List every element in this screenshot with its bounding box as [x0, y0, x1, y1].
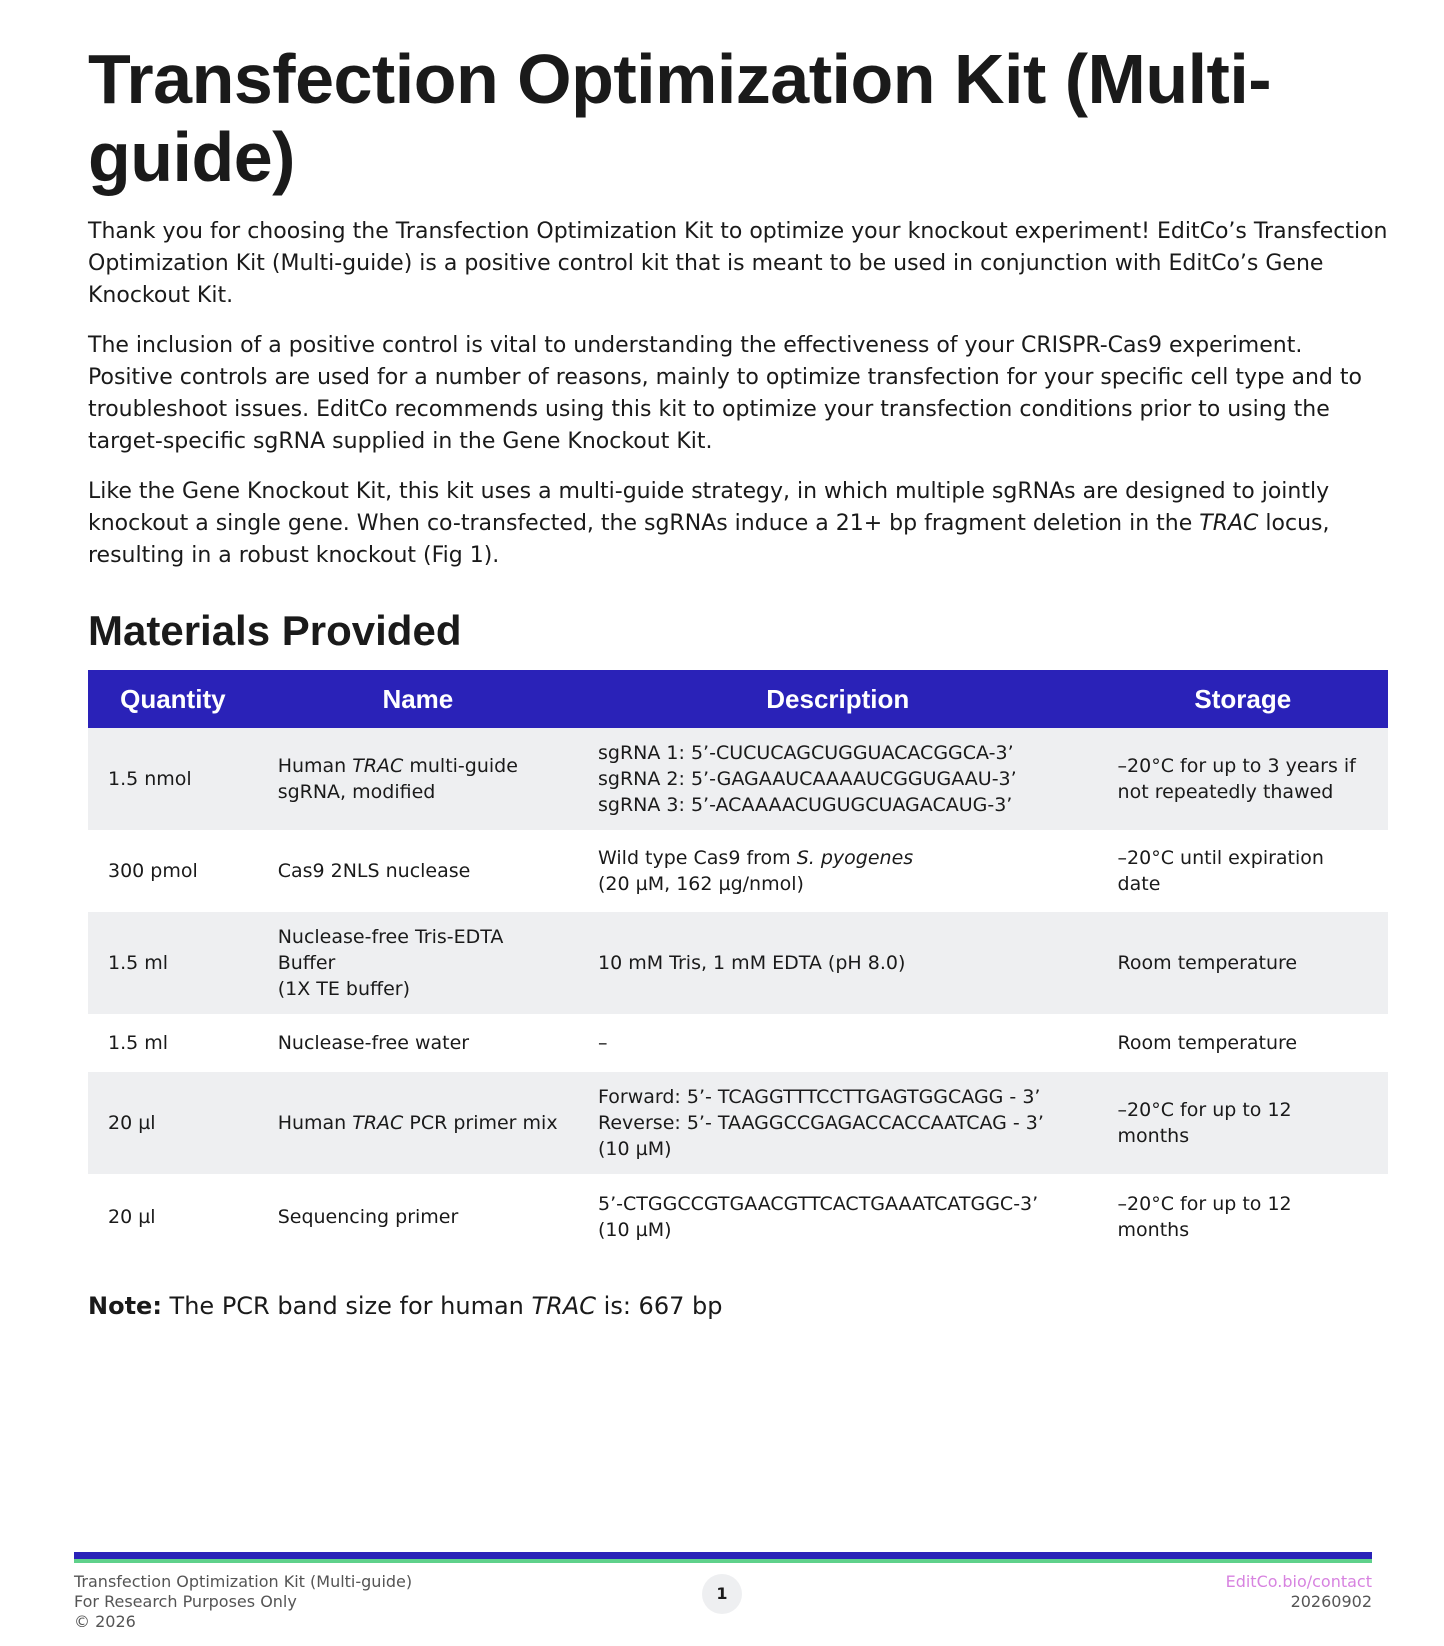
- note-text-after: is: 667 bp: [596, 1292, 723, 1320]
- intro-paragraph-1: Thank you for choosing the Transfection Optimization Kit to optimize your knockout experiment! EditCo’s Transfection Optimization Kit (Multi-guide) is a positive control kit that is meant to be used in conjunction with EditCo’s Gene Knockout Kit.: [88, 219, 1388, 308]
- cell-storage: –20°C for up to 12 months: [1098, 1174, 1388, 1260]
- cell-name: [258, 1072, 578, 1174]
- note-gene-italic: TRAC: [531, 1292, 597, 1320]
- desc-line: (20 µM, 162 µg/nmol): [598, 873, 804, 895]
- table-row: [88, 912, 1388, 1014]
- name-gene-italic: TRAC: [352, 755, 404, 777]
- pcr-note: [88, 1290, 1388, 1322]
- materials-table: [88, 670, 1388, 1260]
- cell-quantity: 1.5 ml: [88, 1014, 258, 1072]
- table-row: [88, 830, 1388, 912]
- materials-table-header: [88, 670, 1388, 728]
- header-name: Name: [258, 670, 578, 728]
- footer-product-name: Transfection Optimization Kit (Multi-guide): [74, 1572, 413, 1591]
- desc-line: [598, 845, 1078, 871]
- page-title: Transfection Optimization Kit (Multi-guide): [88, 40, 1272, 196]
- cell-storage: Room temperature: [1098, 1014, 1388, 1072]
- header-storage: Storage: [1098, 670, 1388, 728]
- contact-link[interactable]: EditCo.bio/contact: [1225, 1572, 1372, 1591]
- cell-description: 10 mM Tris, 1 mM EDTA (pH 8.0): [578, 912, 1098, 1014]
- document-page: [88, 40, 1388, 1322]
- cell-storage: Room temperature: [1098, 912, 1388, 1014]
- cell-name: Nuclease-free water: [258, 1014, 578, 1072]
- footer-copyright: © 2026: [74, 1612, 136, 1631]
- note-label: Note:: [88, 1292, 162, 1320]
- desc-line: sgRNA 2: 5’-GAGAAUCAAAAUCGGUGAAU-3’: [598, 768, 1017, 790]
- cell-storage: –20°C for up to 3 years if not repeatedly thawed: [1098, 728, 1388, 830]
- table-row: [88, 1072, 1388, 1174]
- name-line: (1X TE buffer): [277, 978, 411, 1000]
- name-line: Nuclease-free Tris-EDTA Buffer: [277, 926, 504, 974]
- header-row: [88, 670, 1388, 728]
- cell-name: Cas9 2NLS nuclease: [258, 830, 578, 912]
- cell-quantity: 20 µl: [88, 1174, 258, 1260]
- materials-heading: Materials Provided: [88, 607, 462, 654]
- materials-table-body: [88, 728, 1388, 1260]
- desc-line: sgRNA 1: 5’-CUCUCAGCUGGUACACGGCA-3’: [598, 742, 1014, 764]
- header-description: Description: [578, 670, 1098, 728]
- table-row: [88, 728, 1388, 830]
- desc-line: (10 µM): [598, 1219, 672, 1241]
- intro-paragraph-3: [88, 476, 1388, 572]
- footer-research-notice: For Research Purposes Only: [74, 1592, 297, 1611]
- name-gene-italic: TRAC: [352, 1112, 404, 1134]
- intro-p3-gene-italic: TRAC: [1199, 511, 1259, 536]
- name-text-after: PCR primer mix: [403, 1112, 558, 1134]
- cell-storage: –20°C for up to 12 months: [1098, 1072, 1388, 1174]
- page-number-badge: 1: [702, 1574, 742, 1614]
- desc-species-italic: S. pyogenes: [796, 847, 914, 869]
- name-text-before: Human: [277, 1112, 353, 1134]
- cell-quantity: 300 pmol: [88, 830, 258, 912]
- footer-left-info: [74, 1572, 412, 1632]
- name-text-before: Human: [277, 755, 353, 777]
- cell-storage: –20°C until expiration date: [1098, 830, 1388, 912]
- header-quantity: Quantity: [88, 670, 258, 728]
- name-text-after: multi-guide sgRNA, modified: [277, 755, 518, 803]
- desc-line: sgRNA 3: 5’-ACAAAACUGUGCUAGACAUG-3’: [598, 794, 1013, 816]
- cell-description: [578, 1072, 1098, 1174]
- cell-description: –: [578, 1014, 1098, 1072]
- footer-right-info: [1226, 1572, 1372, 1612]
- cell-quantity: 1.5 ml: [88, 912, 258, 1014]
- intro-paragraph-2: The inclusion of a positive control is vital to understanding the effectiveness of your CRISPR-Cas9 experiment. Positive controls are used for a number of reasons, mainly to optimize transfection for your specific cell type and to troubleshoot issues. EditCo recommends using this kit to optimize your transfection conditions prior to using the target-specific sgRNA supplied in the Gene Knockout Kit.: [88, 333, 1362, 454]
- table-row: [88, 1014, 1388, 1072]
- cell-description: [578, 830, 1098, 912]
- note-text-before: The PCR band size for human: [161, 1292, 532, 1320]
- desc-line: 5’-CTGGCCGTGAACGTTCACTGAAATCATGGC-3’: [598, 1193, 1039, 1215]
- desc-text-before: Wild type Cas9 from: [598, 847, 797, 869]
- document-code: 20260902: [1290, 1592, 1372, 1611]
- cell-name: [258, 912, 578, 1014]
- desc-line: (10 µM): [598, 1138, 672, 1160]
- desc-line: Reverse: 5’- TAAGGCCGAGACCACCAATCAG - 3’: [598, 1112, 1044, 1134]
- intro-p3-text-before: Like the Gene Knockout Kit, this kit uses a multi-guide strategy, in which multiple sgRNAs are designed to jointly knockout a single gene. When co-transfected, the sgRNAs induce a 21+ bp fragment deletion in the: [88, 479, 1330, 536]
- cell-description: [578, 1174, 1098, 1260]
- desc-line: Forward: 5’- TCAGGTTTCCTTGAGTGGCAGG - 3’: [598, 1086, 1041, 1108]
- cell-name: [258, 728, 578, 830]
- cell-description: [578, 728, 1098, 830]
- cell-name: Sequencing primer: [258, 1174, 578, 1260]
- intro-p3-text-after: locus, resulting in a robust knockout (Fig 1).: [88, 511, 1330, 568]
- table-row: [88, 1174, 1388, 1260]
- cell-quantity: 1.5 nmol: [88, 728, 258, 830]
- footer-divider-blue: [74, 1552, 1372, 1559]
- cell-quantity: 20 µl: [88, 1072, 258, 1174]
- footer-divider-green: [74, 1559, 1372, 1563]
